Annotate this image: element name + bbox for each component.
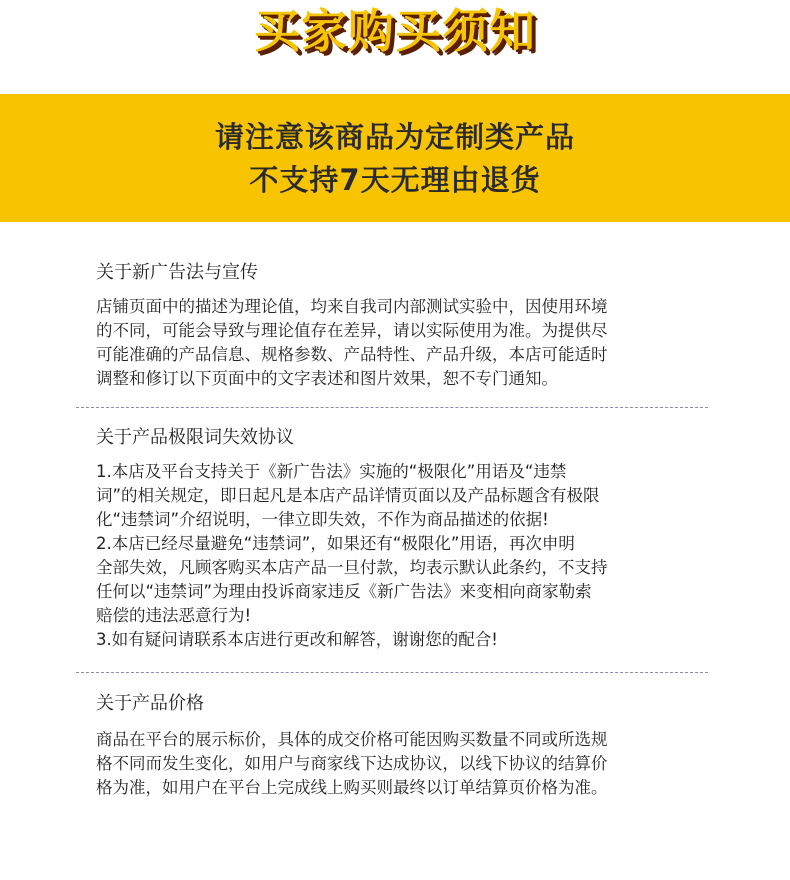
notice-banner [0,94,790,222]
paragraph-line: 格为准，如用户在平台上完成线上购买则最终以订单结算页价格为准。 [96,778,608,797]
paragraph-line: 化“违禁词”介绍说明，一律立即失效，不作为商品描述的依据! [96,510,549,529]
paragraph-line: 全部失效，凡顾客购买本店产品一旦付款，均表示默认此条约，不支持 [96,558,608,577]
banner-line-custom-product: 请注意该商品为定制类产品 [214,120,575,154]
paragraph-line: 3.如有疑问请联系本店进行更改和解答，谢谢您的配合! [96,630,498,649]
paragraph-line: 格不同而发生变化，如用户与商家线下达成协议，以线下协议的结算价 [96,754,608,773]
paragraph-line: 调整和修订以下页面中的文字表述和图片效果，恕不专门通知。 [96,369,558,388]
section-divider [76,672,708,673]
paragraph-line: 赔偿的违法恶意行为! [96,606,252,625]
page-title: 买家购买须知 [254,4,536,58]
section-heading: 关于产品极限词失效协议 [96,427,294,448]
section-extreme-words [96,426,696,652]
paragraph-line: 任何以“违禁词”为理由投诉商家违反《新广告法》来变相向商家勒索 [96,582,592,601]
section-product-price [96,692,696,800]
paragraph-line: 词”的相关规定，即日起凡是本店产品详情页面以及产品标题含有极限 [96,486,600,505]
paragraph-line: 店铺页面中的描述为理论值，均来自我司内部测试实验中，因使用环境 [96,297,608,316]
title-area [0,0,790,70]
section-divider [76,407,708,408]
banner-line-no-return: 不支持7天无理由退货 [249,163,541,197]
paragraph-line: 商品在平台的展示标价，具体的成交价格可能因购买数量不同或所选规 [96,730,608,749]
paragraph-line: 可能准确的产品信息、规格参数、产品特性、产品升级，本店可能适时 [96,345,608,364]
section-advertising-law [96,261,696,391]
section-heading: 关于新广告法与宣传 [96,262,258,283]
paragraph-line: 2.本店已经尽量避免“违禁词”，如果还有“极限化”用语，再次申明 [96,534,575,553]
paragraph-line: 的不同，可能会导致与理论值存在差异，请以实际使用为准。为提供尽 [96,321,608,340]
section-heading: 关于产品价格 [96,693,204,714]
paragraph-line: 1.本店及平台支持关于《新广告法》实施的“极限化”用语及“违禁 [96,462,567,481]
